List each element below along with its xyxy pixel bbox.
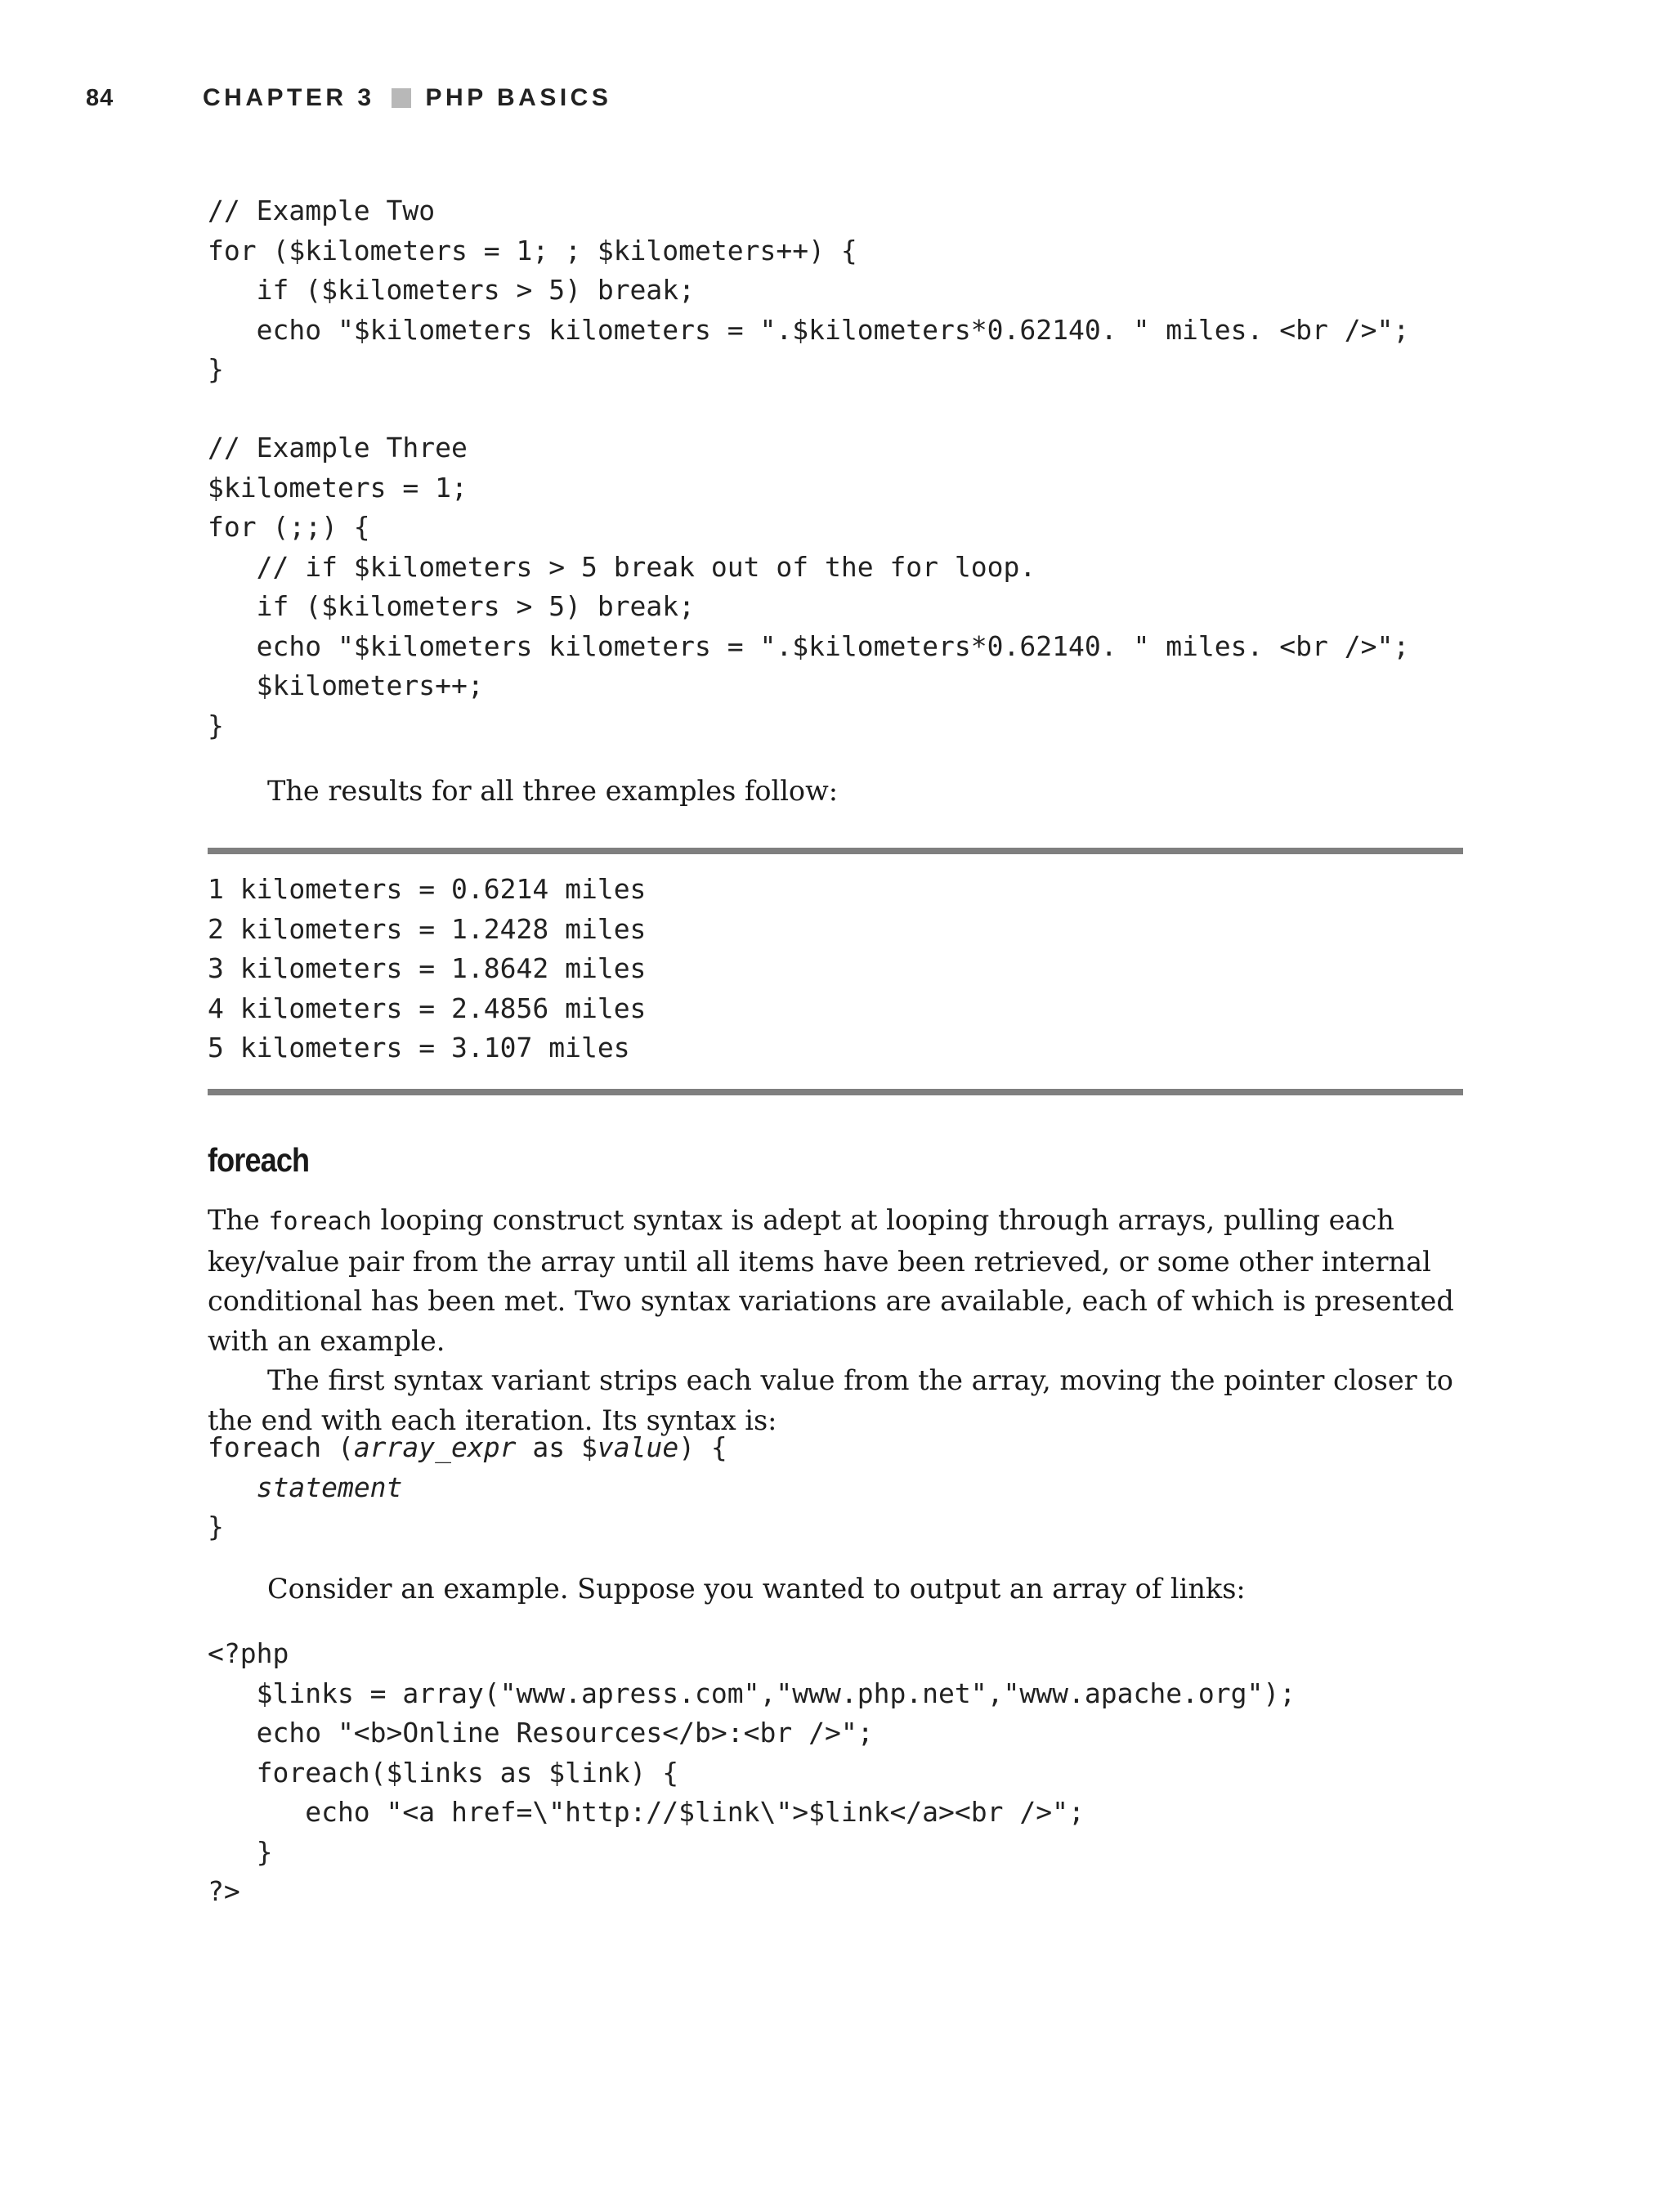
page-number: 84 [86, 84, 114, 111]
results-intro-text: The results for all three examples follow: [267, 775, 839, 807]
code-line: } [208, 353, 224, 385]
output-line: 2 kilometers = 1.2428 miles [208, 912, 647, 945]
code-line: $kilometers = 1; [208, 471, 468, 504]
foreach-syntax [208, 1428, 727, 1547]
code-line: if ($kilometers > 5) break; [208, 590, 696, 622]
output-line: 4 kilometers = 2.4856 miles [208, 992, 647, 1024]
output-line: 5 kilometers = 3.107 miles [208, 1032, 630, 1063]
output-top-rule [208, 848, 1463, 854]
code-line: echo "<b>Online Resources</b>:<br />"; [208, 1717, 874, 1749]
code-line: <?php [208, 1637, 289, 1669]
code-indent [208, 1471, 257, 1503]
code-line: if ($kilometers > 5) break; [208, 274, 696, 306]
syntax-line [208, 1428, 727, 1468]
foreach-description [208, 1201, 1463, 1440]
text-run: looping construct syntax is adept at looping through arrays, pulling each key/value pair from the array until all items have been retrieved, or some other internal conditional has been met. Two syntax variations are available, each of which is presented with an example. [208, 1204, 1454, 1357]
code-token: as $ [516, 1431, 598, 1463]
chapter-title: PHP BASICS [425, 84, 612, 111]
code-token: ) { [678, 1431, 727, 1463]
code-line: } [208, 1835, 273, 1868]
foreach-paragraph-2: The first syntax variant strips each value from the array, moving the pointer closer to the end with each iteration. Its syntax is: [208, 1364, 1453, 1436]
inline-code: foreach [268, 1207, 372, 1236]
code-line: echo "<a href=\"http://$link\">$link</a><br />"; [208, 1796, 1085, 1828]
code-line: echo "$kilometers kilometers = ".$kilometers*0.62140. " miles. <br />"; [208, 629, 1410, 662]
running-head [86, 80, 612, 116]
chapter-number: CHAPTER 3 [203, 84, 375, 111]
code-line: foreach($links as $link) { [208, 1756, 679, 1789]
output-line: 3 kilometers = 1.8642 miles [208, 952, 647, 984]
placeholder-token: statement [256, 1471, 403, 1503]
chapter-label [203, 84, 611, 112]
code-line: for (;;) { [208, 511, 370, 543]
syntax-line [208, 1468, 727, 1508]
code-line: } [208, 709, 224, 741]
code-line: for ($kilometers = 1; ; $kilometers++) { [208, 234, 857, 266]
output-line: 1 kilometers = 0.6214 miles [208, 873, 647, 905]
code-line: ?> [208, 1875, 240, 1907]
placeholder-token: array_expr [353, 1431, 517, 1463]
code-links-example [208, 1634, 1296, 1912]
section-heading: foreach [208, 1141, 310, 1179]
code-example-two [208, 191, 1409, 390]
foreach-paragraph-1 [208, 1201, 1463, 1361]
text-run: The [208, 1204, 269, 1236]
code-line: $kilometers++; [208, 669, 484, 701]
code-line: // Example Two [208, 195, 436, 226]
syntax-line: } [208, 1511, 224, 1543]
separator-square-icon [392, 88, 411, 108]
code-token: foreach ( [208, 1431, 354, 1463]
example-intro-text: Consider an example. Suppose you wanted to output an array of links: [267, 1573, 1246, 1605]
code-line: // if $kilometers > 5 break out of the for loop. [208, 550, 1036, 583]
code-line: echo "$kilometers kilometers = ".$kilometers*0.62140. " miles. <br />"; [208, 313, 1410, 346]
code-line: // Example Three [208, 432, 468, 463]
code-example-three [208, 428, 1409, 746]
results-output [208, 870, 646, 1068]
results-intro-paragraph [208, 772, 1463, 812]
example-intro-paragraph [208, 1569, 1463, 1610]
output-bottom-rule [208, 1089, 1463, 1095]
placeholder-token: value [597, 1431, 679, 1463]
code-line: $links = array("www.apress.com","www.php.net","www.apache.org"); [208, 1677, 1296, 1709]
